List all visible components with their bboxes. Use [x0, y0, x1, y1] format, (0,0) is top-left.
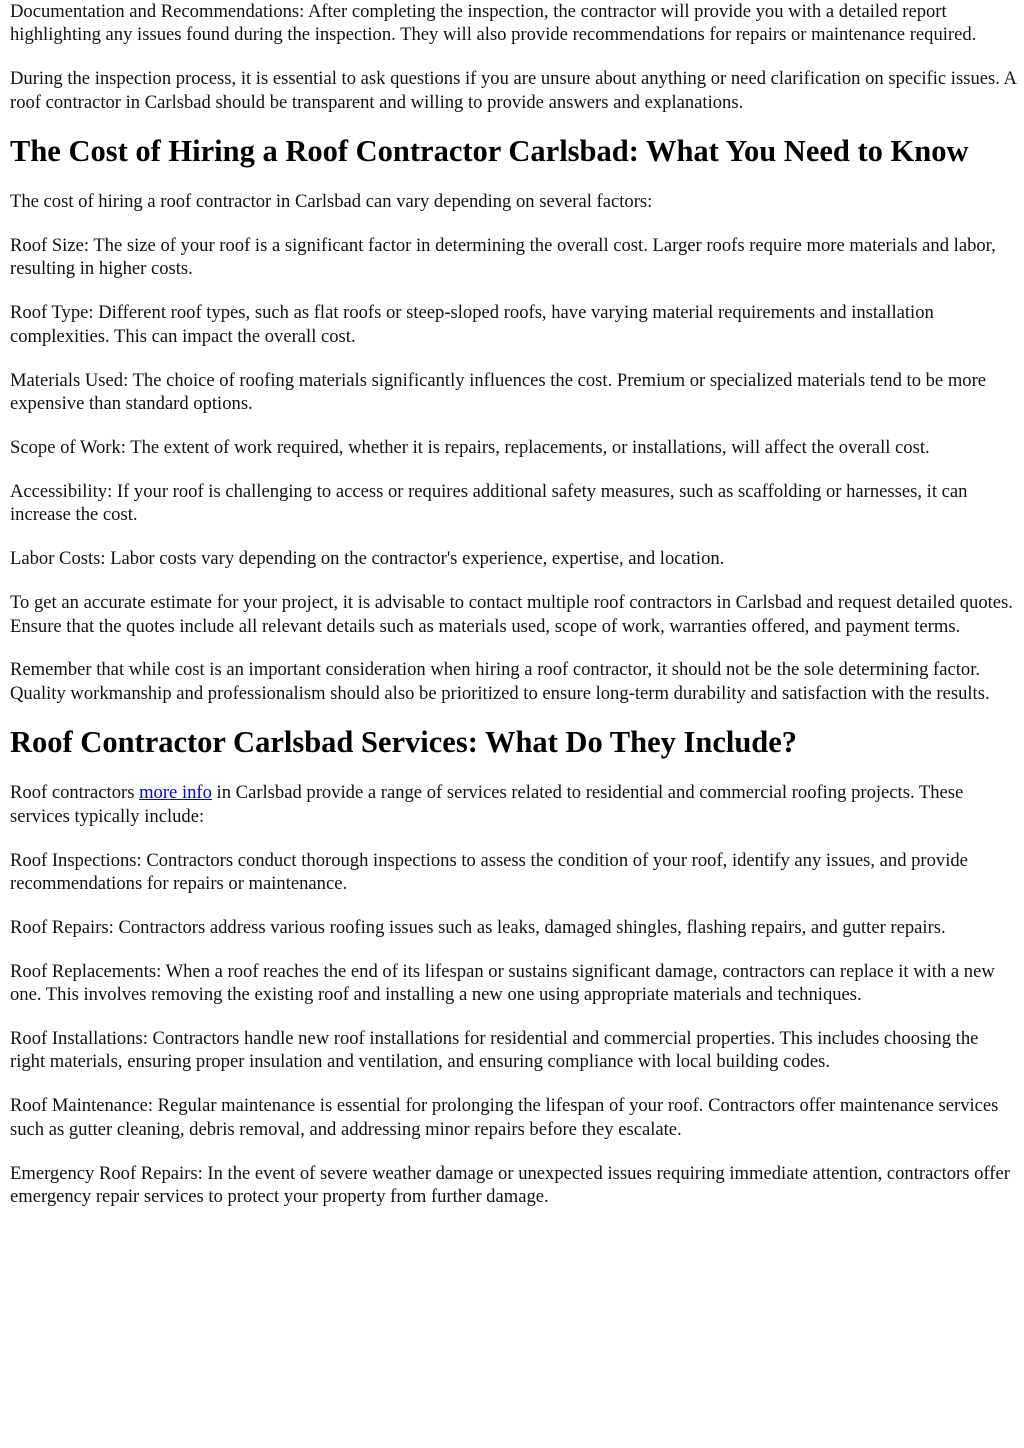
paragraph-accurate-estimate: To get an accurate estimate for your project, it is advisable to contact multiple roof contractors in Carlsbad and request detailed quotes. Ensure that the quotes include all relevant details such as materials used, scope of work, warranties offered, and payment terms. [10, 592, 1013, 637]
paragraph-roof-installations: Roof Installations: Contractors handle new roof installations for residential and commercial properties. This includes choosing the right materials, ensuring proper insulation and ventilation, and ensuring compliance with local building codes. [10, 1028, 979, 1073]
paragraph-cost-intro: The cost of hiring a roof contractor in Carlsbad can vary depending on several factors: [10, 191, 653, 213]
paragraph-roof-maintenance: Roof Maintenance: Regular maintenance is essential for prolonging the lifespan of your roof. Contractors offer maintenance services such as gutter cleaning, debris removal, and addressing minor repairs before they escalate. [10, 1095, 999, 1140]
heading-services: Roof Contractor Carlsbad Services: What Do They Include? [10, 725, 798, 760]
services-intro-text-after: in Carlsbad provide a range of services related to residential and commercial roofing projects. These services typically include: [10, 782, 964, 827]
paragraph-roof-type: Roof Type: Different roof types, such as flat roofs or steep-sloped roofs, have varying material requirements and installation complexities. This can impact the overall cost. [10, 302, 934, 347]
paragraph-labor-costs: Labor Costs: Labor costs vary depending on the contractor's experience, expertise, and location. [10, 548, 725, 570]
services-intro-text-before: Roof contractors [10, 782, 140, 804]
paragraph-services-intro [10, 781, 1016, 828]
paragraph-roof-repairs: Roof Repairs: Contractors address various roofing issues such as leaks, damaged shingles, flashing repairs, and gutter repairs. [10, 916, 946, 938]
paragraph-inspection-questions: During the inspection process, it is essential to ask questions if you are unsure about anything or need clarification on specific issues. A roof contractor in Carlsbad should be transparent and willing to provide answers and explanations. [10, 68, 1016, 113]
paragraph-scope-of-work: Scope of Work: The extent of work required, whether it is repairs, replacements, or installations, will affect the overall cost. [10, 436, 930, 458]
paragraph-materials-used: Materials Used: The choice of roofing materials significantly influences the cost. Premium or specialized materials tend to be more expensive than standard options. [10, 369, 987, 415]
paragraph-roof-size: Roof Size: The size of your roof is a significant factor in determining the overall cost. Larger roofs require more materials and labor, resulting in higher costs. [10, 235, 996, 280]
paragraph-accessibility: Accessibility: If your roof is challenging to access or requires additional safety measures, such as scaffolding or harnesses, it can increase the cost. [10, 480, 968, 526]
paragraph-roof-replacements: Roof Replacements: When a roof reaches the end of its lifespan or sustains significant damage, contractors can replace it with a new one. This involves removing the existing roof and installing a new one using appropriate materials and techniques. [10, 960, 995, 1006]
paragraph-emergency-repairs: Emergency Roof Repairs: In the event of severe weather damage or unexpected issues requiring immediate attention, contractors offer emergency repair services to protect your property from further damage. [10, 1162, 1010, 1208]
paragraph-remember-cost: Remember that while cost is an important consideration when hiring a roof contractor, it should not be the sole determining factor. Quality workmanship and professionalism should also be prioritized to ensure long-term durability and satisfaction with the results. [10, 659, 990, 704]
heading-cost: The Cost of Hiring a Roof Contractor Carlsbad: What You Need to Know [10, 134, 969, 169]
paragraph-documentation: Documentation and Recommendations: After completing the inspection, the contractor will provide you with a detailed report highlighting any issues found during the inspection. They will also provide recommendations for repairs or maintenance required. [10, 1, 977, 46]
more-info-link[interactable]: more info [139, 782, 212, 804]
paragraph-roof-inspections: Roof Inspections: Contractors conduct thorough inspections to assess the condition of your roof, identify any issues, and provide recommendations for repairs or maintenance. [10, 849, 968, 894]
